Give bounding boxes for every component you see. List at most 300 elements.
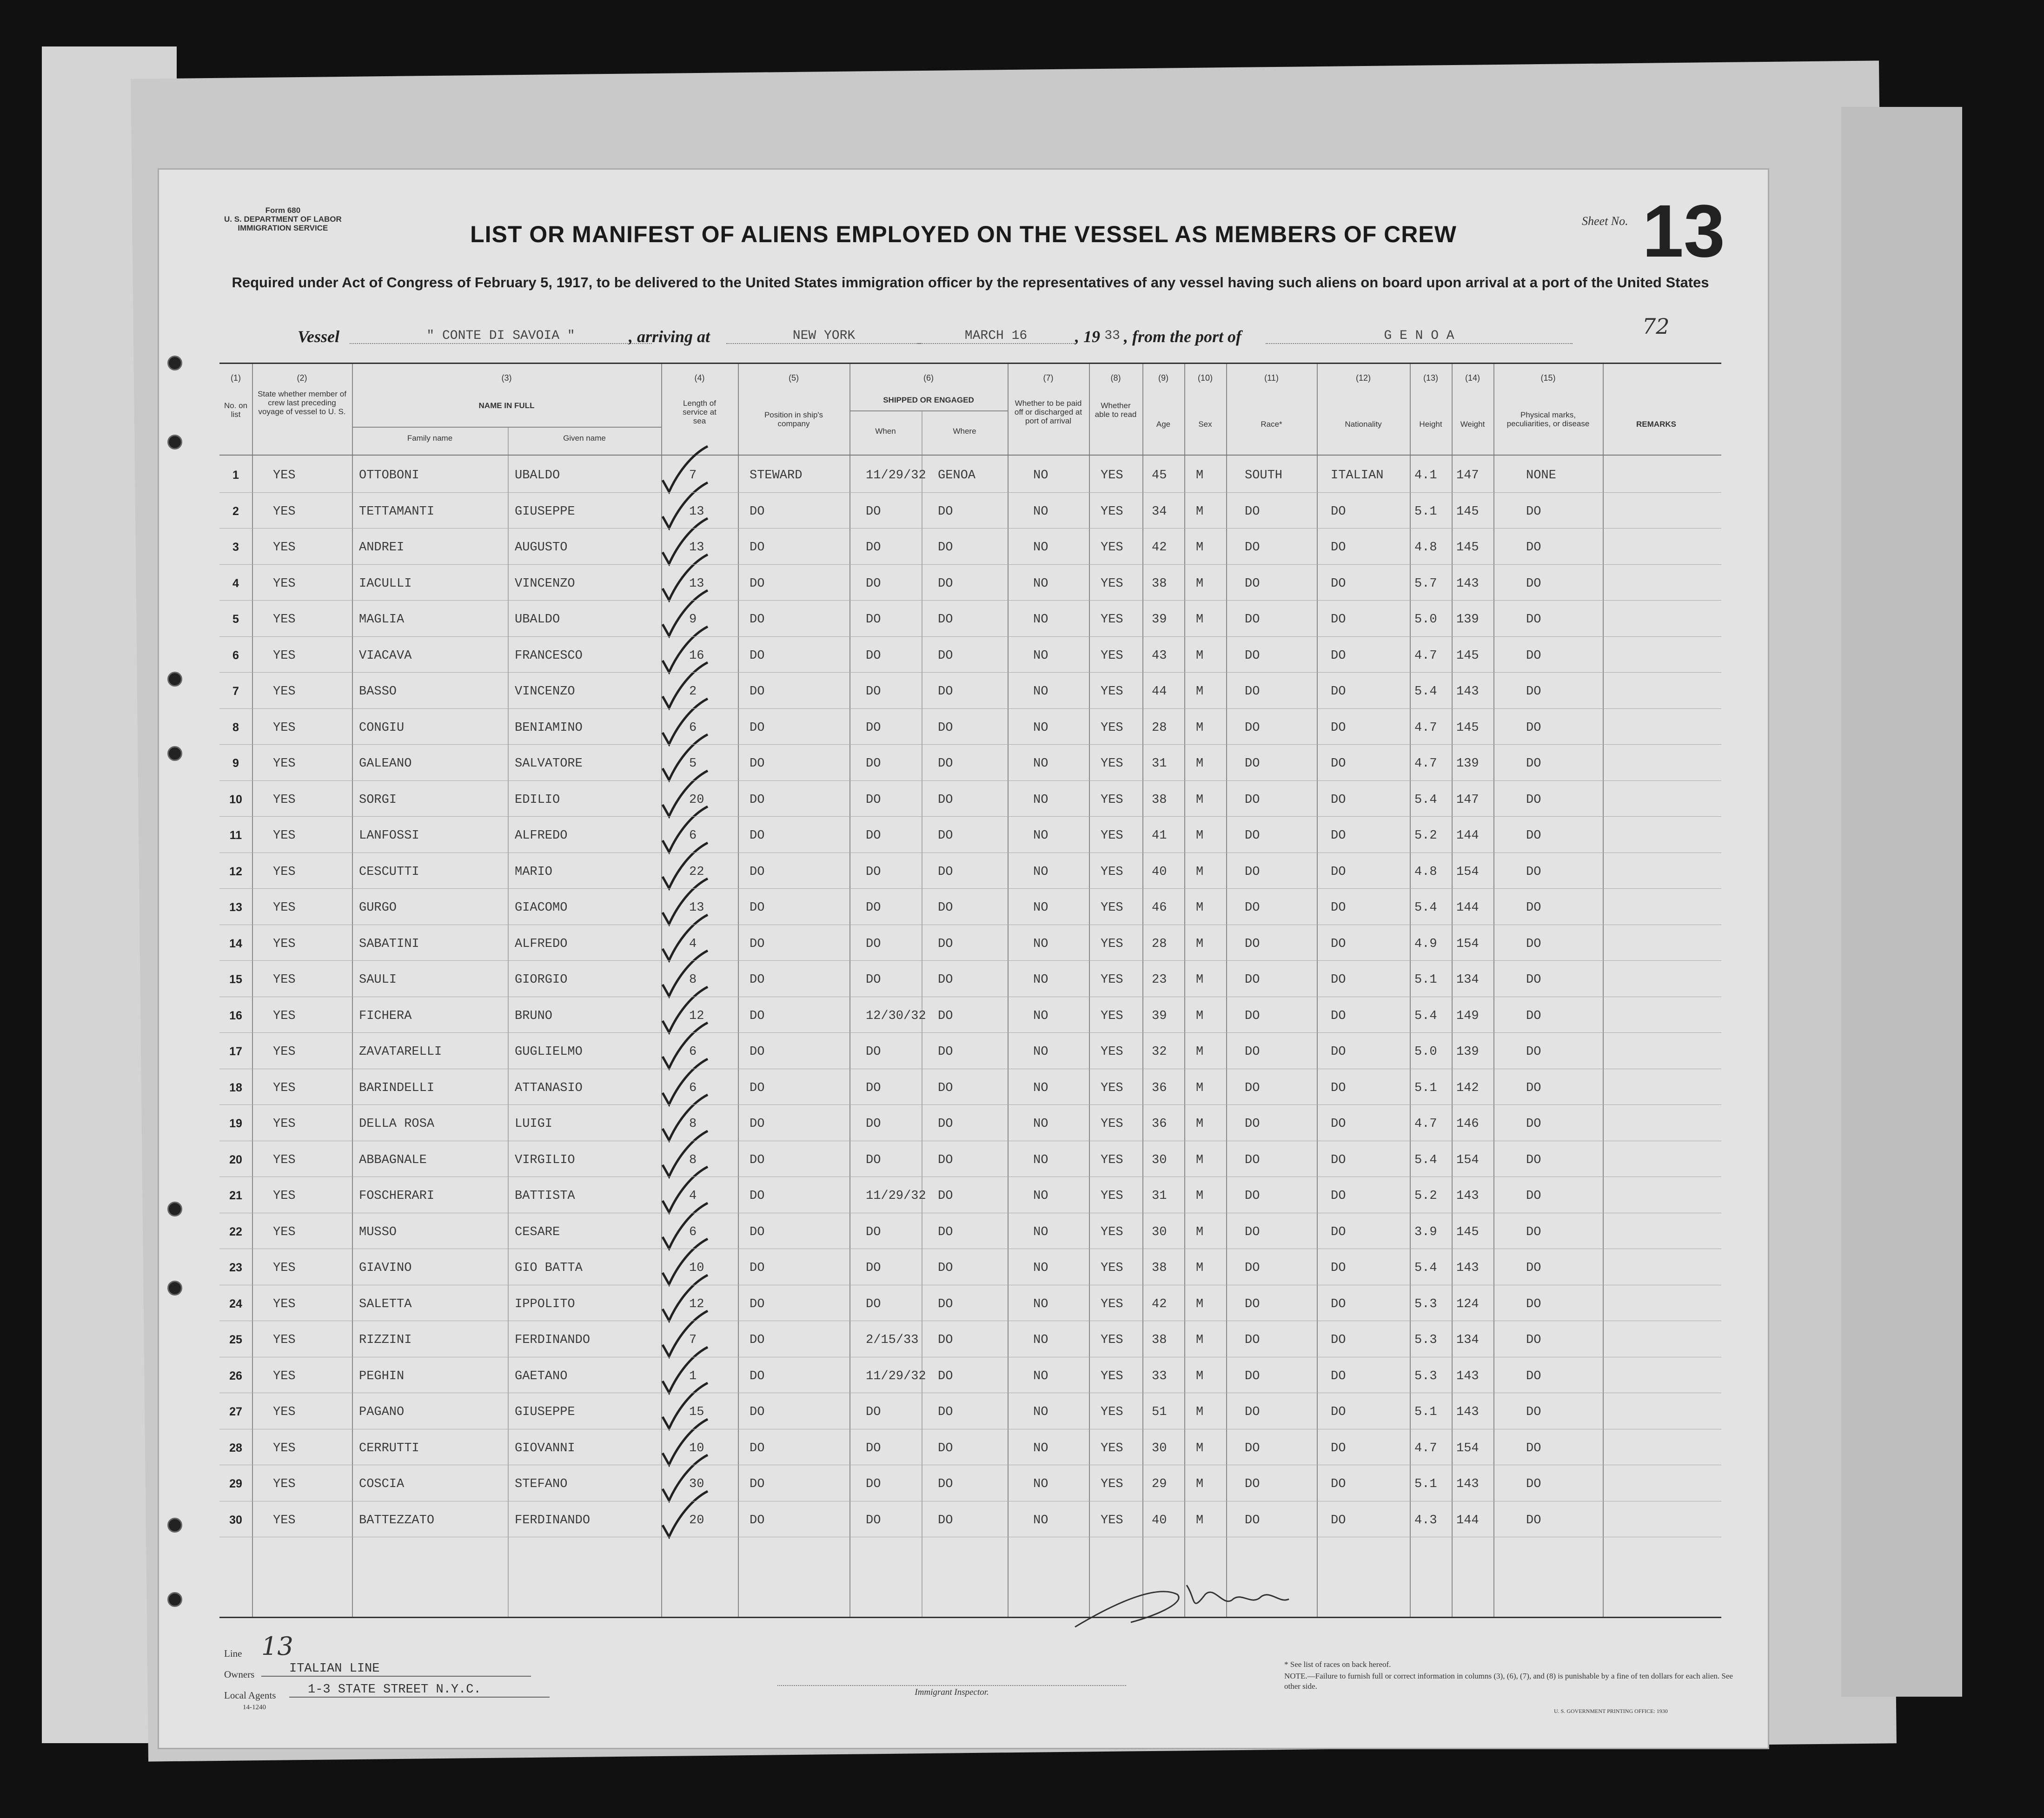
weight-cell: 154 [1456,1153,1479,1167]
paid-off-cell: NO [1033,1261,1049,1275]
physical-marks-cell: DO [1526,793,1541,807]
physical-marks-cell: DO [1526,1045,1541,1059]
weight-cell: 145 [1456,721,1479,735]
physical-marks-cell: DO [1526,576,1541,591]
shipped-when-cell: DO [866,1477,881,1491]
age-cell: 29 [1152,1477,1167,1491]
previous-voyage-cell: YES [273,829,296,843]
paid-off-cell: NO [1033,1297,1049,1311]
height-cell: 5.4 [1414,685,1437,699]
length-of-service-cell: 16 [689,648,704,663]
paid-off-cell: NO [1033,973,1049,987]
shipped-where-cell: DO [938,613,953,627]
row-number: 4 [232,576,239,590]
position-in-company-cell: DO [750,901,765,915]
family-name-cell: PEGHIN [359,1369,405,1383]
year-prefix: , 19 [1075,327,1100,346]
family-name-cell: CESCUTTI [359,865,419,879]
shipped-when-cell: DO [866,1153,881,1167]
shipped-when-cell: 12/30/32 [866,1009,926,1023]
paid-off-cell: NO [1033,1441,1049,1455]
physical-marks-cell: DO [1526,973,1541,987]
age-cell: 51 [1152,1405,1167,1419]
nationality-cell: DO [1331,1189,1346,1203]
able-to-read-cell: YES [1101,1297,1123,1311]
sex-cell: M [1196,1477,1204,1491]
previous-voyage-cell: YES [273,1117,296,1131]
manifest-sheet [159,170,1768,1748]
shipped-where-cell: DO [938,685,953,699]
department-name: U. S. DEPARTMENT OF LABOR [224,215,342,224]
family-name-cell: CERRUTTI [359,1441,419,1455]
punch-hole [167,435,182,450]
shipped-when-cell: 11/29/32 [866,1189,926,1203]
given-name-cell: IPPOLITO [515,1297,575,1311]
paid-off-cell: NO [1033,1117,1049,1131]
shipped-where-cell: DO [938,1009,953,1023]
able-to-read-cell: YES [1101,1117,1123,1131]
line-value: 13 [261,1632,293,1661]
col-14-label: Weight [1460,420,1485,429]
nationality-cell: DO [1331,1153,1346,1167]
row-number: 7 [232,685,239,698]
height-cell: 5.4 [1414,1009,1437,1023]
family-name-cell: GURGO [359,901,397,915]
paid-off-cell: NO [1033,1009,1049,1023]
able-to-read-cell: YES [1101,721,1123,735]
length-of-service-cell: 2 [689,685,697,699]
nationality-cell: DO [1331,613,1346,627]
physical-marks-cell: DO [1526,1369,1541,1383]
previous-voyage-cell: YES [273,504,296,519]
weight-cell: 144 [1456,901,1479,915]
shipped-where-cell: DO [938,1081,953,1095]
physical-marks-cell: DO [1526,1189,1541,1203]
col-4-label: Length of service at sea [683,399,717,425]
shipped-when-cell: DO [866,1297,881,1311]
age-cell: 45 [1152,469,1167,483]
race-cell: DO [1245,1441,1260,1455]
shipped-when-cell: DO [866,685,881,699]
family-name-cell: TETTAMANTI [359,504,435,519]
height-cell: 4.7 [1414,648,1437,663]
able-to-read-cell: YES [1101,1189,1123,1203]
previous-voyage-cell: YES [273,1045,296,1059]
family-name-cell: DELLA ROSA [359,1117,435,1131]
col-15-number: (15) [1540,373,1556,383]
given-name-cell: GUGLIELMO [515,1045,583,1059]
physical-marks-cell: DO [1526,1405,1541,1419]
race-cell: DO [1245,937,1260,951]
length-of-service-cell: 7 [689,1333,697,1347]
col-4-number: (4) [694,373,705,383]
shipped-where-cell: DO [938,504,953,519]
previous-voyage-cell: YES [273,865,296,879]
shipped-where-cell: DO [938,1225,953,1239]
sex-cell: M [1196,469,1204,483]
nationality-cell: DO [1331,1513,1346,1527]
sex-cell: M [1196,1153,1204,1167]
local-agents-label: Local Agents [224,1690,276,1701]
age-cell: 36 [1152,1117,1167,1131]
paid-off-cell: NO [1033,1405,1049,1419]
nationality-cell: DO [1331,937,1346,951]
weight-cell: 145 [1456,504,1479,519]
paid-off-cell: NO [1033,613,1049,627]
paid-off-cell: NO [1033,757,1049,771]
length-of-service-cell: 13 [689,541,704,555]
height-cell: 5.7 [1414,576,1437,591]
position-in-company-cell: DO [750,829,765,843]
height-cell: 5.3 [1414,1369,1437,1383]
height-cell: 5.1 [1414,504,1437,519]
able-to-read-cell: YES [1101,1405,1123,1419]
family-name-cell: SALETTA [359,1297,412,1311]
weight-cell: 145 [1456,541,1479,555]
given-name-cell: EDILIO [515,793,560,807]
race-cell: DO [1245,973,1260,987]
nationality-cell: DO [1331,1333,1346,1347]
col-8-number: (8) [1110,373,1121,383]
family-name-cell: MAGLIA [359,613,405,627]
nationality-cell: DO [1331,576,1346,591]
sex-cell: M [1196,541,1204,555]
position-in-company-cell: DO [750,576,765,591]
races-note: * See list of races on back hereof. [1284,1660,1391,1669]
previous-voyage-cell: YES [273,1225,296,1239]
race-cell: DO [1245,829,1260,843]
sex-cell: M [1196,648,1204,663]
shipped-where-cell: DO [938,1045,953,1059]
given-name-cell: UBALDO [515,469,560,483]
able-to-read-cell: YES [1101,1153,1123,1167]
race-cell: DO [1245,1333,1260,1347]
punch-hole [167,1202,182,1216]
col-1-label: No. on list [224,401,248,419]
given-name-cell: GIORGIO [515,973,568,987]
nationality-cell: DO [1331,865,1346,879]
race-cell: DO [1245,865,1260,879]
weight-cell: 139 [1456,757,1479,771]
previous-voyage-cell: YES [273,721,296,735]
row-number: 25 [229,1333,242,1346]
paid-off-cell: NO [1033,721,1049,735]
sex-cell: M [1196,1261,1204,1275]
shipped-where-cell: DO [938,1333,953,1347]
height-cell: 5.2 [1414,1189,1437,1203]
age-cell: 23 [1152,973,1167,987]
nationality-cell: DO [1331,1117,1346,1131]
able-to-read-cell: YES [1101,685,1123,699]
position-in-company-cell: DO [750,1333,765,1347]
length-of-service-cell: 4 [689,937,697,951]
position-in-company-cell: DO [750,793,765,807]
weight-cell: 147 [1456,469,1479,483]
sex-cell: M [1196,576,1204,591]
row-number: 6 [232,648,239,662]
race-cell: DO [1245,793,1260,807]
able-to-read-cell: YES [1101,613,1123,627]
shipped-where-cell: DO [938,937,953,951]
race-cell: DO [1245,1477,1260,1491]
weight-cell: 149 [1456,1009,1479,1023]
row-number: 23 [229,1261,242,1274]
sex-cell: M [1196,1297,1204,1311]
shipped-when-cell: DO [866,1513,881,1527]
shipped-when-cell: DO [866,793,881,807]
shipped-where-cell: DO [938,1297,953,1311]
row-number: 10 [229,793,242,806]
position-in-company-cell: DO [750,973,765,987]
previous-voyage-cell: YES [273,469,296,483]
position-in-company-cell: DO [750,1189,765,1203]
previous-voyage-cell: YES [273,937,296,951]
sex-cell: M [1196,829,1204,843]
family-name-cell: CONGIU [359,721,405,735]
position-in-company-cell: DO [750,1369,765,1383]
able-to-read-cell: YES [1101,1045,1123,1059]
age-cell: 41 [1152,829,1167,843]
shipped-when-cell: DO [866,1117,881,1131]
physical-marks-cell: DO [1526,613,1541,627]
race-cell: DO [1245,1009,1260,1023]
length-of-service-cell: 10 [689,1441,704,1455]
position-in-company-cell: DO [750,1405,765,1419]
given-name-cell: FERDINANDO [515,1333,591,1347]
position-in-company-cell: DO [750,1513,765,1527]
paid-off-cell: NO [1033,648,1049,663]
nationality-cell: DO [1331,973,1346,987]
row-number: 16 [229,1009,242,1022]
document-subtitle: Required under Act of Congress of February 5, 1917, to be delivered to the United States immigration officer by the representatives of any vessel having such aliens on board upon arrival at a port of the United States [232,274,1709,291]
able-to-read-cell: YES [1101,937,1123,951]
sex-cell: M [1196,504,1204,519]
row-number: 24 [229,1297,242,1310]
weight-cell: 154 [1456,937,1479,951]
physical-marks-cell: DO [1526,829,1541,843]
height-cell: 4.7 [1414,1117,1437,1131]
col-5-label: Position in ship's company [764,410,823,428]
previous-voyage-cell: YES [273,1153,296,1167]
given-name-cell: GIUSEPPE [515,504,575,519]
height-cell: 5.0 [1414,613,1437,627]
col-6-label: SHIPPED OR ENGAGED [883,396,974,404]
age-cell: 42 [1152,1297,1167,1311]
row-rule [219,600,1721,601]
age-cell: 30 [1152,1225,1167,1239]
able-to-read-cell: YES [1101,1081,1123,1095]
sex-cell: M [1196,973,1204,987]
weight-cell: 154 [1456,1441,1479,1455]
family-name-cell: GALEANO [359,757,412,771]
weight-cell: 124 [1456,1297,1479,1311]
sex-cell: M [1196,757,1204,771]
previous-voyage-cell: YES [273,901,296,915]
height-cell: 4.1 [1414,469,1437,483]
physical-marks-cell: DO [1526,901,1541,915]
weight-cell: 143 [1456,576,1479,591]
row-rule [219,960,1721,961]
family-name-cell: SAULI [359,973,397,987]
age-cell: 39 [1152,1009,1167,1023]
weight-cell: 145 [1456,648,1479,663]
nationality-cell: DO [1331,793,1346,807]
col-13-label: Height [1419,420,1442,429]
row-number: 11 [229,829,242,842]
height-cell: 5.1 [1414,973,1437,987]
row-number: 9 [232,757,239,770]
height-cell: 4.8 [1414,865,1437,879]
checkmark-icon [659,1490,710,1541]
family-name-cell: FICHERA [359,1009,412,1023]
family-name-cell: OTTOBONI [359,469,419,483]
nationality-cell: DO [1331,757,1346,771]
sheet-number-label: Sheet No. [1582,214,1628,228]
previous-voyage-cell: YES [273,1261,296,1275]
previous-voyage-cell: YES [273,685,296,699]
position-in-company-cell: DO [750,937,765,951]
document-title: LIST OR MANIFEST OF ALIENS EMPLOYED ON THE VESSEL AS MEMBERS OF CREW [470,221,1457,247]
family-name-cell: MUSSO [359,1225,397,1239]
physical-marks-cell: DO [1526,721,1541,735]
punch-hole [167,1592,182,1607]
weight-cell: 146 [1456,1117,1479,1131]
given-name-cell: ALFREDO [515,937,568,951]
col-9-label: Age [1156,420,1171,429]
position-in-company-cell: DO [750,1117,765,1131]
arrival-port: NEW YORK [726,329,922,344]
race-cell: DO [1245,1225,1260,1239]
paid-off-cell: NO [1033,793,1049,807]
age-cell: 40 [1152,1513,1167,1527]
given-name-cell: AUGUSTO [515,541,568,555]
race-cell: DO [1245,1297,1260,1311]
physical-marks-cell: DO [1526,1477,1541,1491]
length-of-service-cell: 8 [689,1117,697,1131]
nationality-cell: DO [1331,1405,1346,1419]
sex-cell: M [1196,793,1204,807]
shipped-where-cell: DO [938,973,953,987]
row-number: 8 [232,721,239,734]
weight-cell: 144 [1456,1513,1479,1527]
sex-cell: M [1196,1045,1204,1059]
previous-voyage-cell: YES [273,1009,296,1023]
able-to-read-cell: YES [1101,504,1123,519]
vessel-name: " CONTE DI SAVOIA " [350,329,652,344]
length-of-service-cell: 15 [689,1405,704,1419]
shipped-where-cell: DO [938,721,953,735]
height-cell: 5.4 [1414,1153,1437,1167]
sheet-number: 13 [1642,189,1725,272]
able-to-read-cell: YES [1101,469,1123,483]
length-of-service-cell: 20 [689,793,704,807]
previous-voyage-cell: YES [273,793,296,807]
physical-marks-cell: DO [1526,1153,1541,1167]
col-7-label: Whether to be paid off or discharged at port of arrival [1014,399,1082,425]
row-number: 15 [229,973,242,986]
length-of-service-cell: 13 [689,504,704,519]
row-rule [219,672,1721,673]
age-cell: 38 [1152,793,1167,807]
col-9-number: (9) [1158,373,1168,383]
position-in-company-cell: DO [750,1441,765,1455]
service-name: IMMIGRATION SERVICE [238,224,328,232]
age-cell: 31 [1152,757,1167,771]
length-of-service-cell: 5 [689,757,697,771]
previous-voyage-cell: YES [273,1513,296,1527]
paid-off-cell: NO [1033,1189,1049,1203]
paid-off-cell: NO [1033,1153,1049,1167]
shipped-when-cell: DO [866,1081,881,1095]
given-name-cell: SALVATORE [515,757,583,771]
age-cell: 38 [1152,1333,1167,1347]
position-in-company-cell: DO [750,757,765,771]
height-cell: 3.9 [1414,1225,1437,1239]
height-cell: 5.3 [1414,1333,1437,1347]
height-cell: 5.1 [1414,1405,1437,1419]
nationality-cell: DO [1331,541,1346,555]
length-of-service-cell: 6 [689,1081,697,1095]
able-to-read-cell: YES [1101,1477,1123,1491]
given-name-cell: VIRGILIO [515,1153,575,1167]
race-cell: DO [1245,1117,1260,1131]
able-to-read-cell: YES [1101,829,1123,843]
height-cell: 4.7 [1414,1441,1437,1455]
given-name-cell: ALFREDO [515,829,568,843]
able-to-read-cell: YES [1101,865,1123,879]
paid-off-cell: NO [1033,685,1049,699]
punch-hole [167,746,182,761]
nationality-cell: DO [1331,829,1346,843]
race-cell: DO [1245,1153,1260,1167]
able-to-read-cell: YES [1101,793,1123,807]
shipped-when-cell: DO [866,757,881,771]
paid-off-cell: NO [1033,901,1049,915]
position-in-company-cell: DO [750,1261,765,1275]
position-in-company-cell: DO [750,541,765,555]
nationality-cell: DO [1331,1369,1346,1383]
able-to-read-cell: YES [1101,1009,1123,1023]
age-cell: 46 [1152,901,1167,915]
able-to-read-cell: YES [1101,901,1123,915]
length-of-service-cell: 12 [689,1297,704,1311]
sex-cell: M [1196,1441,1204,1455]
height-cell: 5.1 [1414,1081,1437,1095]
able-to-read-cell: YES [1101,648,1123,663]
position-in-company-cell: DO [750,1477,765,1491]
shipped-when-cell: DO [866,865,881,879]
sex-cell: M [1196,685,1204,699]
length-of-service-cell: 22 [689,865,704,879]
family-name-cell: RIZZINI [359,1333,412,1347]
given-name-cell: BRUNO [515,1009,553,1023]
able-to-read-cell: YES [1101,1261,1123,1275]
row-number: 30 [229,1513,242,1527]
row-number: 3 [232,541,239,554]
paid-off-cell: NO [1033,469,1049,483]
length-of-service-cell: 6 [689,721,697,735]
paid-off-cell: NO [1033,865,1049,879]
given-name-cell: ATTANASIO [515,1081,583,1095]
nationality-cell: ITALIAN [1331,469,1384,483]
col-11-label: Race* [1261,420,1282,429]
given-name-cell: GIOVANNI [515,1441,575,1455]
given-name-cell: CESARE [515,1225,560,1239]
shipped-where-cell: DO [938,576,953,591]
position-in-company-cell: DO [750,1009,765,1023]
family-name-cell: VIACAVA [359,648,412,663]
given-name-cell: GIACOMO [515,901,568,915]
